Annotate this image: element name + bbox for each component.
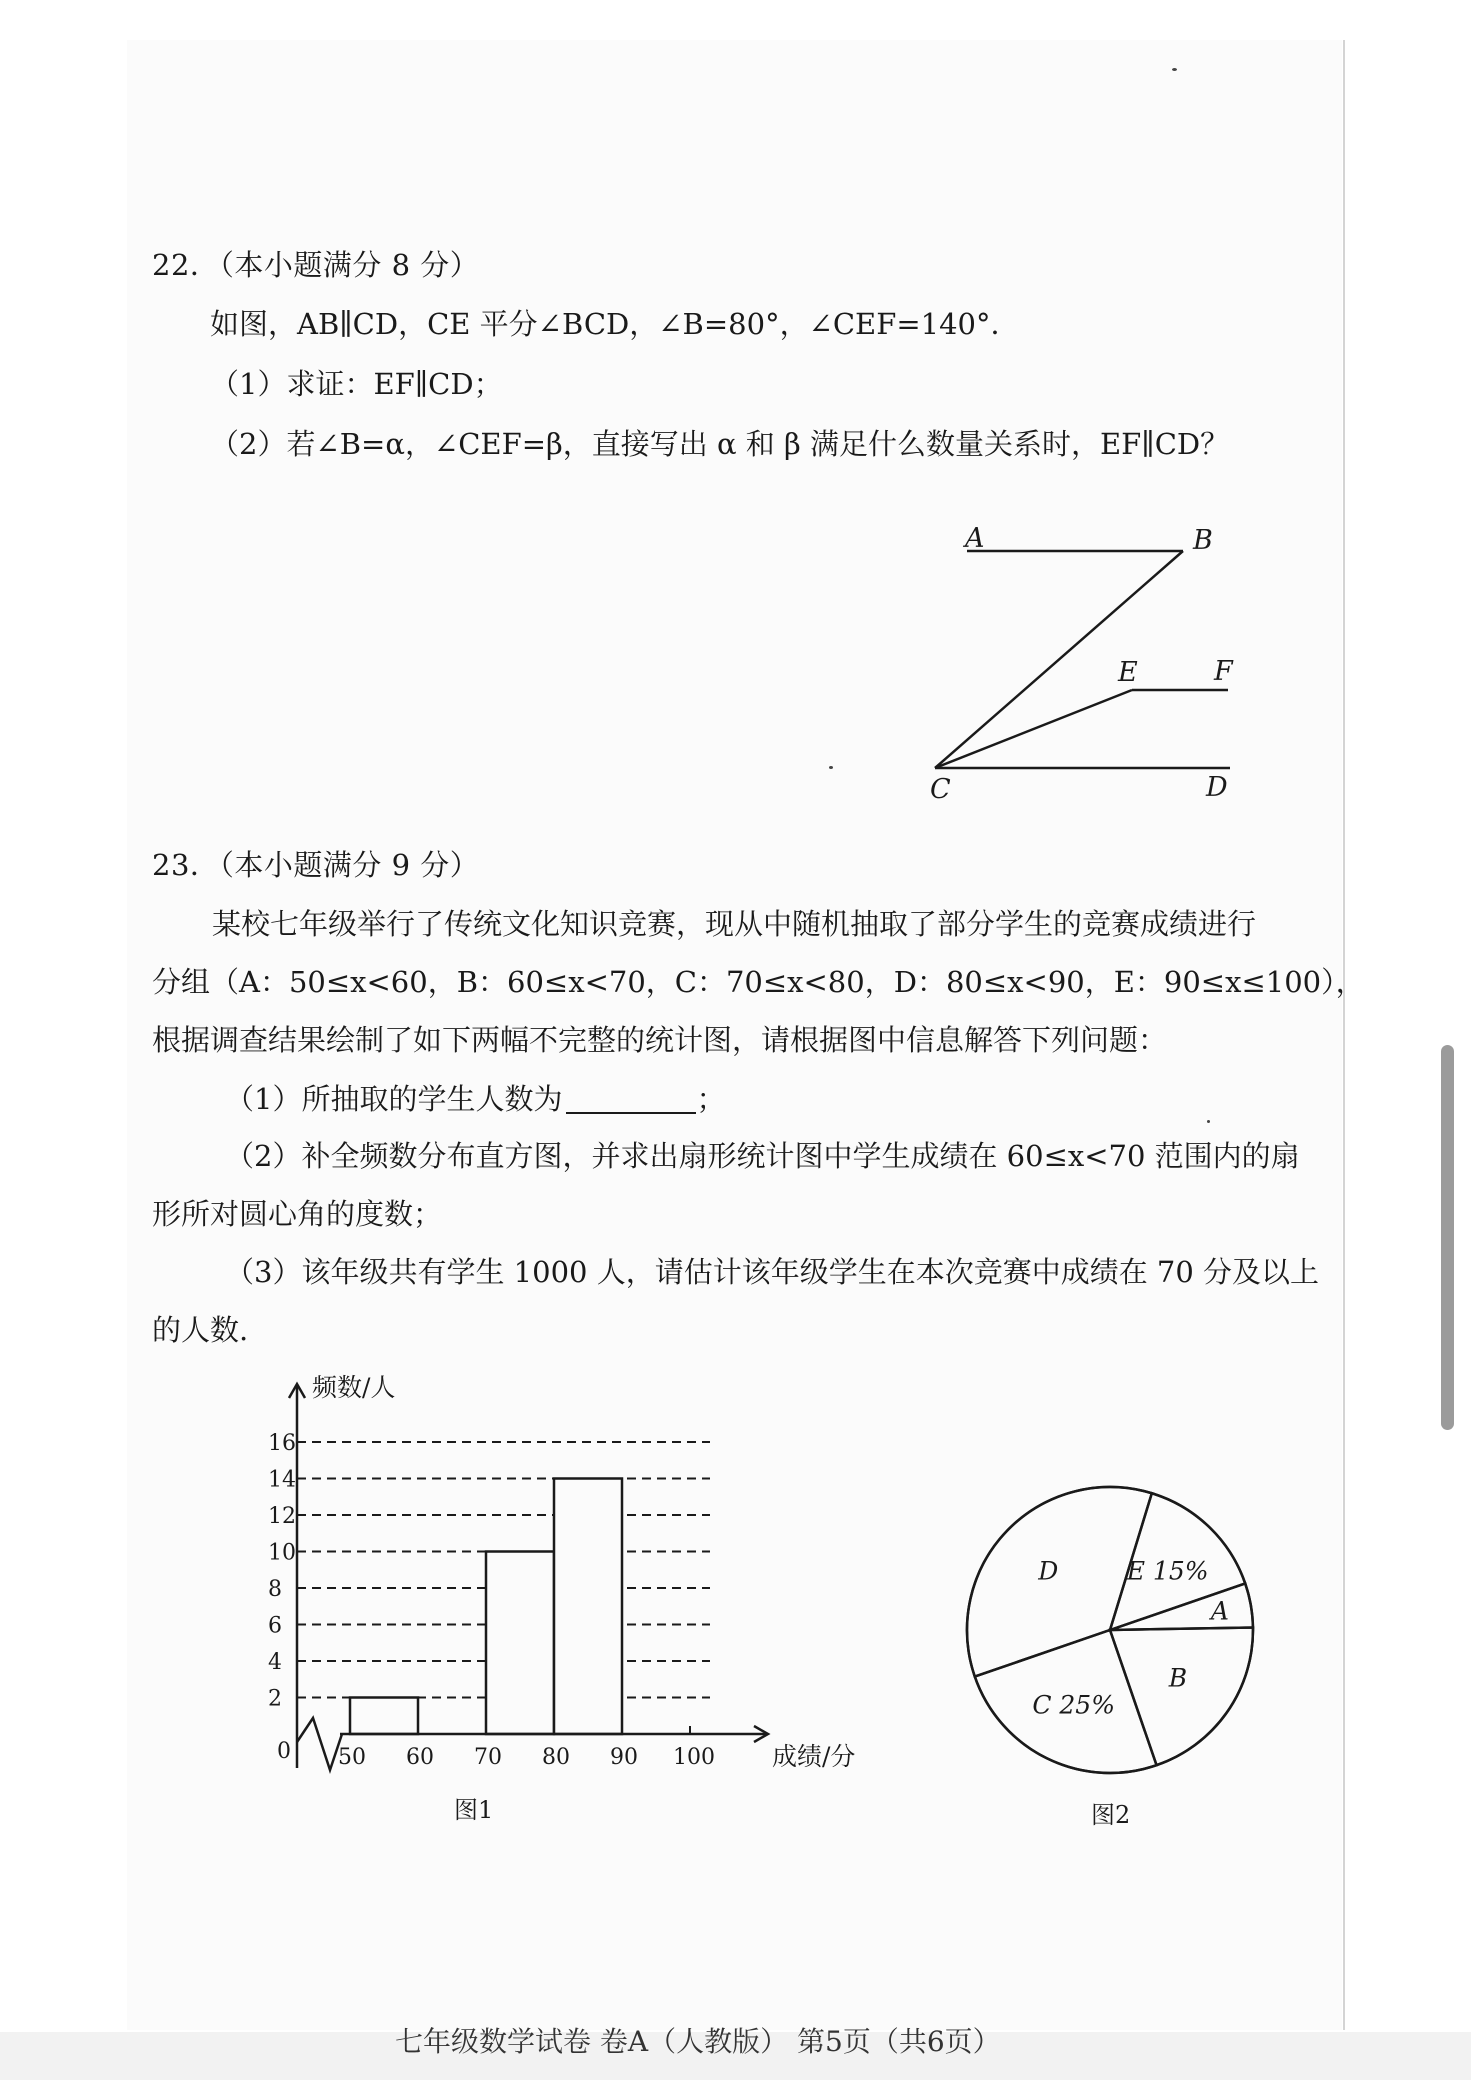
label-f: F — [1214, 656, 1233, 687]
q23-part3-line2: 的人数. — [152, 1313, 249, 1347]
q22-part1: （1）求证：EF∥CD； — [210, 367, 503, 401]
page-footer: 七年级数学试卷 卷A（人教版） 第5页（共6页） — [395, 2025, 1001, 2058]
x-tick-label: 90 — [610, 1745, 638, 1770]
q23-part2-line1: （2）补全频数分布直方图，并求出扇形统计图中学生成绩在 60≤x<70 范围内的扇 — [225, 1139, 1300, 1173]
label-a: A — [965, 523, 985, 554]
x-tick-label: 60 — [406, 1745, 434, 1770]
y-tick-label: 8 — [268, 1577, 282, 1602]
pie-slice-label: E 15% — [1126, 1556, 1209, 1586]
pie-slice — [967, 1487, 1152, 1677]
histogram-ylabel: 频数/人 — [312, 1373, 396, 1402]
x-tick-label: 100 — [673, 1745, 715, 1770]
q23-part1-text: （1）所抽取的学生人数为 — [225, 1082, 563, 1116]
q23-header: 23．（本小题满分 9 分） — [152, 848, 480, 882]
q22-header: 22．（本小题满分 8 分） — [152, 248, 480, 282]
histogram-origin: 0 — [277, 1739, 291, 1764]
q23-stem-line3: 根据调查结果绘制了如下两幅不完整的统计图，请根据图中信息解答下列问题： — [152, 1023, 1168, 1057]
q23-stem-line2: 分组（A：50≤x<60，B：60≤x<70，C：70≤x<80，D：80≤x<90，E：90≤x≤100）， — [152, 965, 1365, 999]
label-c: C — [930, 774, 951, 805]
y-tick-label: 16 — [268, 1431, 296, 1456]
histogram-title: 图1 — [454, 1796, 494, 1824]
y-tick-label: 6 — [268, 1613, 282, 1639]
q23-part1-end: ； — [696, 1082, 726, 1116]
x-tick-label: 50 — [338, 1745, 366, 1770]
x-tick-label: 70 — [474, 1745, 502, 1770]
q23-part2-line2: 形所对圆心角的度数； — [152, 1197, 443, 1231]
pie-slice — [1110, 1583, 1253, 1630]
q23-part3-line1: （3）该年级共有学生 1000 人，请估计该年级学生在本次竞赛中成绩在 70 分及以上 — [225, 1255, 1320, 1289]
y-tick-label: 2 — [268, 1686, 282, 1712]
x-tick-label: 80 — [542, 1745, 570, 1770]
q22-part2: （2）若∠B=α，∠CEF=β，直接写出 α 和 β 满足什么数量关系时，EF∥CD？ — [210, 427, 1230, 461]
y-tick-label: 4 — [268, 1650, 282, 1675]
y-tick-label: 10 — [268, 1540, 296, 1566]
histogram-xlabel: 成绩/分 — [772, 1742, 856, 1771]
pie-slice-label: A — [1210, 1596, 1229, 1626]
q23-stem-line1: 某校七年级举行了传统文化知识竞赛，现从中随机抽取了部分学生的竞赛成绩进行 — [212, 907, 1257, 941]
pie-title: 图2 — [1091, 1801, 1131, 1829]
y-tick-label: 14 — [268, 1467, 296, 1493]
pie-slice — [1110, 1628, 1253, 1766]
label-d: D — [1206, 772, 1228, 803]
pie-slice-label: C 25% — [1032, 1690, 1115, 1720]
q22-stem: 如图，AB∥CD，CE 平分∠BCD，∠B=80°，∠CEF=140°． — [210, 307, 1020, 341]
label-b: B — [1193, 525, 1213, 556]
label-e: E — [1118, 657, 1138, 688]
pie-slice-label: D — [1038, 1556, 1059, 1586]
y-tick-label: 12 — [268, 1504, 296, 1529]
pie-slice-label: B — [1168, 1663, 1188, 1693]
